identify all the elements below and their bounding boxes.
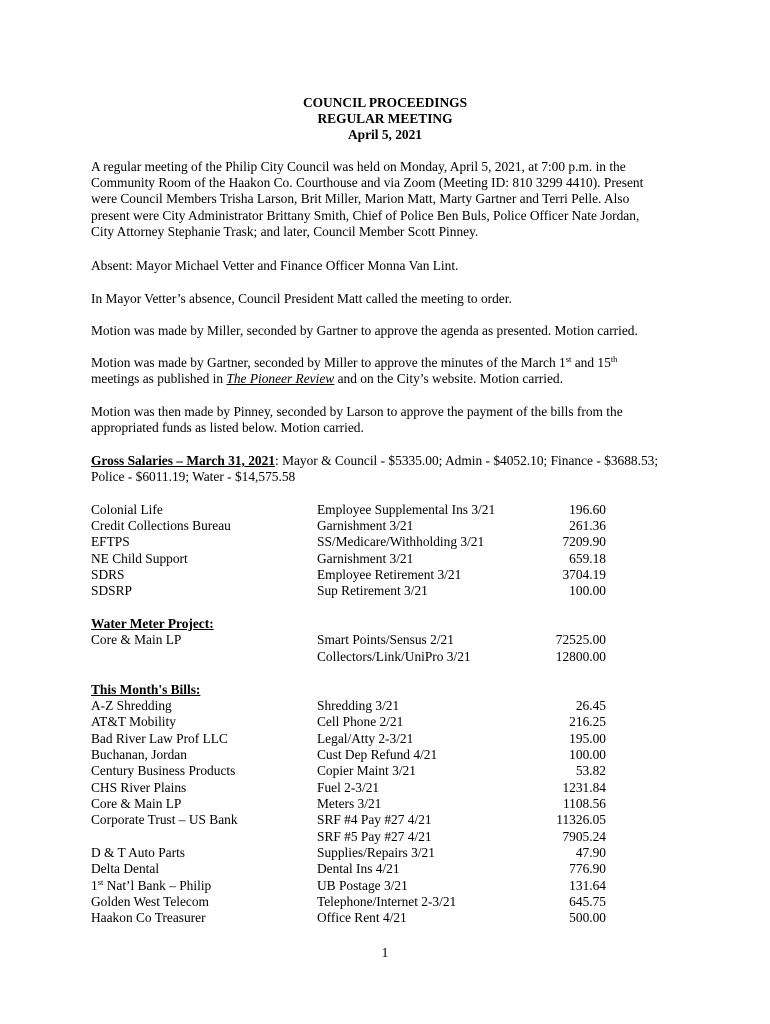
gross-salaries-title: Gross Salaries – March 31, 2021 — [91, 453, 275, 468]
table-row: Delta Dental Dental Ins 4/21 776.90 — [91, 861, 606, 876]
intro-line: Community Room of the Haakon Co. Courthouse and via Zoom (Meeting ID: 810 3299 4410). Present — [91, 175, 644, 191]
table-row: Credit Collections Bureau Garnishment 3/21 261.36 — [91, 518, 606, 533]
intro-line: present were City Administrator Brittany Smith, Chief of Police Ben Buls, Police Officer Nate Jordan, — [91, 207, 640, 223]
table-row: AT&T Mobility Cell Phone 2/21 216.25 — [91, 714, 606, 729]
bank-payee: 1st Nat’l Bank – Philip — [91, 877, 212, 893]
intro-paragraph — [91, 159, 691, 240]
page-number: 1 — [381, 945, 389, 960]
table-row: SDRS Employee Retirement 3/21 3704.19 — [91, 567, 606, 582]
table-row: A-Z Shredding Shredding 3/21 26.45 — [91, 698, 606, 713]
table-row: EFTPS SS/Medicare/Withholding 3/21 7209.90 — [91, 534, 606, 549]
table-row: Century Business Products Copier Maint 3/21 53.82 — [91, 763, 606, 778]
gross-salaries-paragraph — [91, 453, 691, 485]
bills-title: This Month's Bills: — [91, 682, 201, 697]
intro-line: were Council Members Trisha Larson, Brit Miller, Marion Matt, Marty Gartner and Terri Pelle. Also — [91, 191, 630, 207]
table-row: 1st Nat’l Bank – Philip UB Postage 3/21 131.64 — [91, 877, 606, 893]
table-row: Bad River Law Prof LLC Legal/Atty 2-3/21 195.00 — [91, 731, 606, 746]
table-row: Colonial Life Employee Supplemental Ins 3/21 196.60 — [91, 502, 606, 517]
intro-line: A regular meeting of the Philip City Council was held on Monday, April 5, 2021, at 7:00 p.m. in the — [91, 159, 626, 174]
gross-salaries-line: Gross Salaries – March 31, 2021: Mayor & Council - $5335.00; Admin - $4052.10; Finance - $3688.53; — [91, 453, 659, 468]
absence-note-paragraph: In Mayor Vetter’s absence, Council President Matt called the meeting to order. — [91, 291, 512, 306]
gross-salaries-line: Police - $6011.19; Water - $14,575.58 — [91, 469, 296, 485]
header-date: April 5, 2021 — [347, 127, 423, 143]
header-title: COUNCIL PROCEEDINGS — [302, 95, 468, 110]
table-row: NE Child Support Garnishment 3/21 659.18 — [91, 551, 606, 566]
table-row: CHS River Plains Fuel 2-3/21 1231.84 — [91, 780, 606, 795]
publication-name: The Pioneer Review — [226, 371, 335, 387]
table-row: SDSRP Sup Retirement 3/21 100.00 — [91, 583, 606, 598]
table-row: Buchanan, Jordan Cust Dep Refund 4/21 100.00 — [91, 747, 606, 762]
minutes-motion-line: Motion was made by Gartner, seconded by Miller to approve the minutes of the March 1st and 15th — [91, 354, 618, 370]
water-meter-title: Water Meter Project: — [91, 616, 214, 631]
table-row: Corporate Trust – US Bank SRF #4 Pay #27 4/21 11326.05 — [91, 812, 606, 827]
table-row: Golden West Telecom Telephone/Internet 2-3/21 645.75 — [91, 894, 606, 909]
bills-motion-paragraph — [91, 404, 691, 436]
table-row: Core & Main LP Smart Points/Sensus 2/21 72525.00 — [91, 632, 606, 647]
document-header — [0, 95, 770, 144]
agenda-motion-paragraph: Motion was made by Miller, seconded by Gartner to approve the agenda as presented. Motion carried. — [91, 323, 638, 338]
minutes-motion-paragraph — [91, 355, 691, 387]
table-row: Collectors/Link/UniPro 3/21 12800.00 — [317, 649, 606, 664]
table-row: Haakon Co Treasurer Office Rent 4/21 500.00 — [91, 910, 606, 925]
header-subtitle: REGULAR MEETING — [317, 111, 453, 127]
bills-motion-line: appropriated funds as listed below. Motion carried. — [91, 420, 364, 436]
intro-line: City Attorney Stephanie Trask; and later, Council Member Scott Pinney. — [91, 223, 479, 239]
table-row: SRF #5 Pay #27 4/21 7905.24 — [317, 829, 606, 844]
table-row: D & T Auto Parts Supplies/Repairs 3/21 47.90 — [91, 845, 606, 860]
table-row: Core & Main LP Meters 3/21 1108.56 — [91, 796, 606, 811]
bills-motion-line: Motion was then made by Pinney, seconded by Larson to approve the payment of the bills from the — [91, 404, 623, 419]
minutes-motion-line: meetings as published in The Pioneer Review and on the City’s website. Motion carried. — [91, 371, 563, 387]
absent-paragraph: Absent: Mayor Michael Vetter and Finance Officer Monna Van Lint. — [91, 258, 459, 273]
